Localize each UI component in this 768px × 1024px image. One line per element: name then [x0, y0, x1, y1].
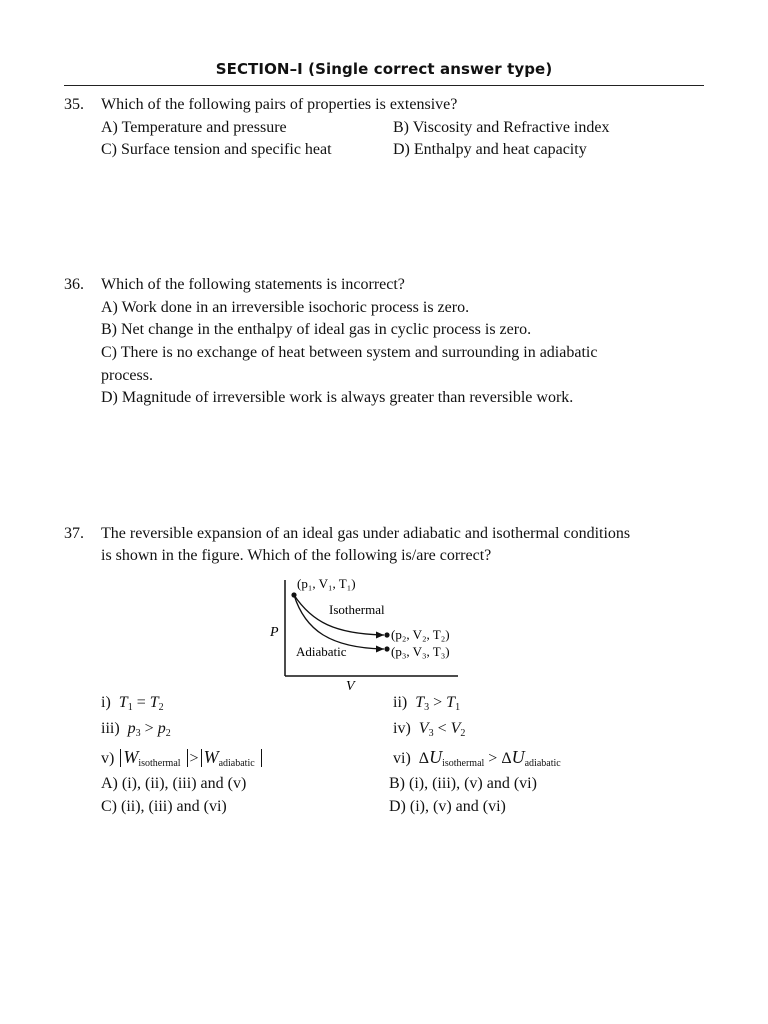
- isothermal-label: Isothermal: [329, 602, 385, 617]
- q37-text-line2: is shown in the figure. Which of the following is/are correct?: [101, 547, 492, 564]
- q37-option-b: B) (i), (iii), (v) and (vi): [389, 775, 537, 792]
- q37-statement-iii: iii) $p_3 > p_2$: [101, 720, 171, 739]
- q37-statement-vi: vi) $\Delta U_{isothermal} > \Delta U_{adiabatic}$: [393, 747, 561, 769]
- q36-option-b: B) Net change in the enthalpy of ideal gas in cyclic process is zero.: [101, 321, 532, 338]
- adiabatic-label: Adiabatic: [296, 644, 347, 659]
- adiabatic-arrow: [376, 646, 384, 653]
- q35-option-c: C) Surface tension and specific heat: [101, 141, 332, 158]
- q36-option-d: D) Magnitude of irreversible work is always greater than reversible work.: [101, 389, 574, 406]
- q37-statement-ii: ii) $T_3 > T_1$: [393, 694, 461, 713]
- y-axis-label: P: [270, 625, 279, 640]
- header-rule: [64, 85, 704, 86]
- q37-option-c: C) (ii), (iii) and (vi): [101, 798, 227, 815]
- q37-option-d: D) (i), (v) and (vi): [389, 798, 506, 815]
- q37-text-line1: The reversible expansion of an ideal gas under adiabatic and isothermal conditions: [101, 525, 631, 542]
- isothermal-arrow: [376, 632, 384, 639]
- q35-option-a: A) Temperature and pressure: [101, 119, 287, 136]
- q37-statement-iv: iv) $V_3 < V_2$: [393, 720, 466, 739]
- section-title: SECTION–I (Single correct answer type): [215, 60, 553, 78]
- q36-option-c-line2: process.: [101, 367, 153, 384]
- x-axis-label: V: [346, 679, 355, 692]
- q35-option-d: D) Enthalpy and heat capacity: [393, 141, 587, 158]
- state3-point: [384, 646, 389, 651]
- state1-point: [291, 592, 296, 597]
- pv-diagram: [260, 572, 480, 692]
- q37-statement-i: i) $T_1 = T_2$: [101, 694, 164, 713]
- state2-label: (p₂, V₂, T₂): [391, 627, 450, 642]
- q35-text: Which of the following pairs of properties is extensive?: [101, 96, 458, 113]
- q36-number: 36.: [64, 276, 84, 293]
- state1-label: (p₁, V₁, T₁): [297, 576, 356, 591]
- state3-label: (p₃, V₃, T₃): [391, 644, 450, 659]
- state2-point: [384, 632, 389, 637]
- q37-number: 37.: [64, 525, 84, 542]
- q37-option-a: A) (i), (ii), (iii) and (v): [101, 775, 247, 792]
- q36-text: Which of the following statements is incorrect?: [101, 276, 405, 293]
- q35-number: 35.: [64, 96, 84, 113]
- q36-option-a: A) Work done in an irreversible isochoric process is zero.: [101, 299, 470, 316]
- q36-option-c-line1: C) There is no exchange of heat between system and surrounding in adiabatic: [101, 344, 598, 361]
- q37-statement-v: v) $W_{isothermal} > W_{adiabatic}$: [101, 746, 264, 770]
- q35-option-b: B) Viscosity and Refractive index: [393, 119, 610, 136]
